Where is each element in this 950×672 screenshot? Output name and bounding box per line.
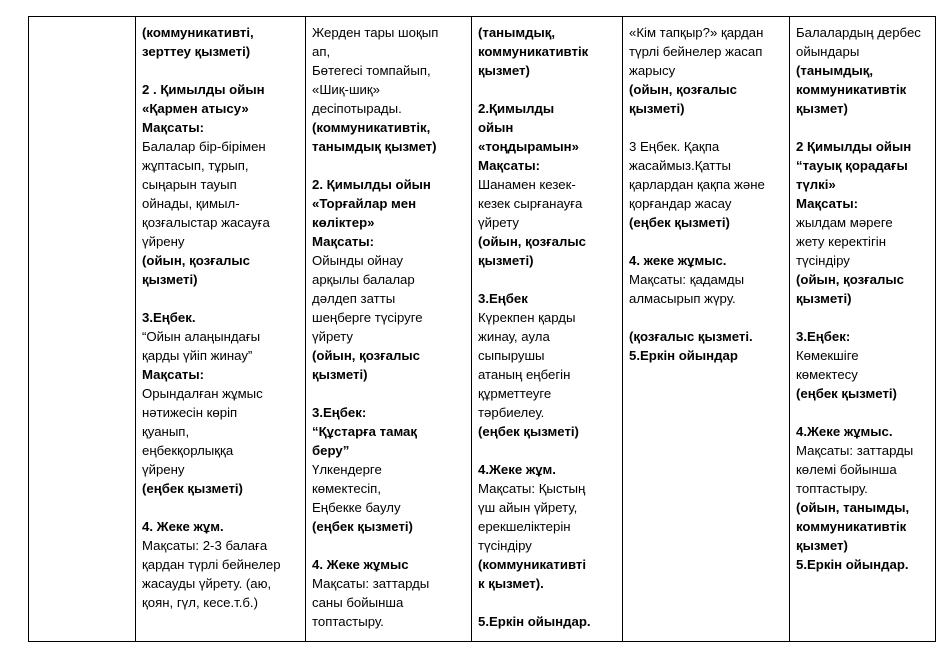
cell-line: коммуникативтік <box>478 44 589 59</box>
cell-line: (еңбек қызметі) <box>312 519 413 534</box>
cell-line: (ойын, қозғалыс <box>629 82 737 97</box>
cell-line: десіпотырады. <box>312 101 402 116</box>
cell-line: беру” <box>312 443 350 458</box>
cell-line: түсіндіру <box>478 538 532 553</box>
cell-line <box>796 118 931 137</box>
cell-line: қозғалыстар жасауға <box>142 215 270 230</box>
cell-line <box>478 270 618 289</box>
cell-line: (коммуникативті, <box>142 25 254 40</box>
cell-line: Балалардың дербес <box>796 25 921 40</box>
cell-line: (еңбек қызметі) <box>629 215 730 230</box>
cell-line <box>142 498 301 517</box>
cell-line: түрлі бейнелер жасап <box>629 44 763 59</box>
cell-line: 3.Еңбек. <box>142 310 196 325</box>
cell-line: үйрену <box>142 462 185 477</box>
cell-line: қызметі) <box>478 253 534 268</box>
cell-line: дәлдеп затты <box>312 291 396 306</box>
cell-line: Көмекшіге <box>796 348 859 363</box>
cell-line: 4. Жеке жұм. <box>142 519 224 534</box>
cell-line <box>312 536 467 555</box>
cell-line: 5.Еркін ойындар. <box>478 614 591 629</box>
cell-line: сыпырушы <box>478 348 545 363</box>
cell-line <box>312 384 467 403</box>
cell-line <box>478 593 618 612</box>
cell-line: Мақсаты: <box>142 120 205 135</box>
cell-line: қызметі) <box>629 101 685 116</box>
cell-line: Мақсаты: қадамды <box>629 272 745 287</box>
cell-line: (қозғалыс қызметі. <box>629 329 753 344</box>
cell-line: Мақсаты: Қыстың <box>478 481 586 496</box>
cell-line: үйрету <box>478 215 519 230</box>
table-column-2 <box>305 17 471 641</box>
cell-line: Шанамен кезек- <box>478 177 576 192</box>
cell-line: (танымдық, <box>796 63 874 78</box>
cell-line: түсіндіру <box>796 253 850 268</box>
cell-line <box>312 156 467 175</box>
table-column-0 <box>28 17 135 641</box>
cell-line <box>629 118 785 137</box>
cell-line: Мақсаты: <box>478 158 541 173</box>
cell-line: Орындалған жұмыс <box>142 386 263 401</box>
cell-line: зерттеу қызметі) <box>142 44 251 59</box>
cell-line: «Торғайлар мен <box>312 196 417 211</box>
cell-line <box>478 80 618 99</box>
cell-line: Мақсаты: <box>142 367 205 382</box>
cell-line <box>796 403 931 422</box>
cell-line: кезек сырғанауға <box>478 196 583 211</box>
plan-table <box>28 16 936 642</box>
cell-line: (ойын, қозғалыс <box>142 253 250 268</box>
cell-line: көмектесіп, <box>312 481 381 496</box>
cell-line: ойындары <box>796 44 860 59</box>
table-column-1 <box>135 17 305 641</box>
cell-line: 3.Еңбек: <box>312 405 367 420</box>
cell-line: қызмет) <box>478 63 530 78</box>
cell-line: “Құстарға тамақ <box>312 424 417 439</box>
cell-line: танымдық қызмет) <box>312 139 437 154</box>
cell-line: қызметі) <box>142 272 198 287</box>
cell-line: ап, <box>312 44 331 59</box>
cell-line: қызмет) <box>796 101 848 116</box>
cell-line: «Шиқ-шиқ» <box>312 82 380 97</box>
cell-line: 3.Еңбек: <box>796 329 851 344</box>
cell-line: 4.Жеке жұмыс. <box>796 424 893 439</box>
cell-line: қуанып, <box>142 424 190 439</box>
cell-line: Мақсаты: <box>796 196 859 211</box>
table-column-4 <box>622 17 789 641</box>
cell-line: 3 Еңбек. Қақпа <box>629 139 720 154</box>
cell-line: тәрбиелеу. <box>478 405 545 420</box>
cell-line: Мақсаты: заттарды <box>796 443 914 458</box>
cell-line: жұптасып, тұрып, <box>142 158 249 173</box>
cell-line: түлкі» <box>796 177 836 192</box>
cell-line: үйрету <box>312 329 353 344</box>
cell-line: сыңарын тауып <box>142 177 237 192</box>
cell-line: (танымдық, <box>478 25 556 40</box>
cell-line: ерекшеліктерін <box>478 519 571 534</box>
cell-line: көлемі бойынша <box>796 462 897 477</box>
cell-line: топтастыру. <box>312 614 384 629</box>
cell-line: қоян, гүл, кесе.т.б.) <box>142 595 258 610</box>
table-column-5 <box>789 17 936 641</box>
cell-line: саны бойынша <box>312 595 404 610</box>
cell-line <box>478 441 618 460</box>
cell-line: 5.Еркін ойындар. <box>796 557 909 572</box>
cell-line: «Қармен атысу» <box>142 101 249 116</box>
cell-line <box>142 289 301 308</box>
cell-line: қорғандар жасау <box>629 196 732 211</box>
cell-line: Мақсаты: заттарды <box>312 576 430 591</box>
cell-line: қызметі) <box>796 291 852 306</box>
cell-line: Бөтегесі томпайып, <box>312 63 431 78</box>
cell-line: Еңбекке баулу <box>312 500 401 515</box>
cell-line: арқылы балалар <box>312 272 415 287</box>
cell-line: жасауды үйрету. (аю, <box>142 576 272 591</box>
cell-line: 2.Қимылды <box>478 101 555 116</box>
cell-line: нәтижесін көріп <box>142 405 238 420</box>
table-column-3 <box>471 17 622 641</box>
cell-line: (ойын, қозғалыс <box>478 234 586 249</box>
cell-line: 2 Қимылды ойын <box>796 139 912 154</box>
cell-line: қардан түрлі бейнелер <box>142 557 281 572</box>
cell-line: үйрену <box>142 234 185 249</box>
cell-line: Балалар бір-бірімен <box>142 139 266 154</box>
cell-line: Мақсаты: <box>312 234 375 249</box>
cell-line: атаның еңбегін <box>478 367 571 382</box>
cell-line: ойнады, қимыл- <box>142 196 240 211</box>
cell-line: көмектесу <box>796 367 858 382</box>
cell-line: коммуникативтік <box>796 519 907 534</box>
cell-line: “тауық қорадағы <box>796 158 908 173</box>
cell-line: 5.Еркін ойындар <box>629 348 738 363</box>
cell-line: (еңбек қызметі) <box>796 386 897 401</box>
cell-line: Күрекпен қарды <box>478 310 576 325</box>
cell-line: қызмет) <box>796 538 848 553</box>
cell-line: «тоңдырамын» <box>478 139 579 154</box>
cell-line: коммуникативтік <box>796 82 907 97</box>
cell-line: Ойынды ойнау <box>312 253 403 268</box>
cell-line: (коммуникативті <box>478 557 586 572</box>
cell-line: қызметі) <box>312 367 368 382</box>
cell-line: 2 . Қимылды ойын <box>142 82 265 97</box>
cell-line: к қызмет). <box>478 576 544 591</box>
cell-line: (еңбек қызметі) <box>142 481 243 496</box>
cell-line <box>629 308 785 327</box>
cell-line: 4.Жеке жұм. <box>478 462 556 477</box>
cell-line: қарлардан қақпа және <box>629 177 765 192</box>
cell-line: ойын <box>478 120 514 135</box>
cell-line: алмасырып жүру. <box>629 291 736 306</box>
cell-line <box>142 61 301 80</box>
cell-line: жету керектігін <box>796 234 886 249</box>
cell-line: (коммуникативтік, <box>312 120 431 135</box>
cell-line: шеңберге түсіруге <box>312 310 423 325</box>
cell-line: жинау, аула <box>478 329 550 344</box>
cell-line: Үлкендерге <box>312 462 382 477</box>
cell-line: жарысу <box>629 63 676 78</box>
cell-line: Жерден тары шоқып <box>312 25 439 40</box>
cell-line <box>796 308 931 327</box>
cell-line: Мақсаты: 2-3 балаға <box>142 538 268 553</box>
cell-line: 4. Жеке жұмыс <box>312 557 409 572</box>
cell-line: (ойын, танымды, <box>796 500 910 515</box>
cell-line: (ойын, қозғалыс <box>796 272 904 287</box>
cell-line: жасаймыз.Қатты <box>629 158 731 173</box>
cell-line: (еңбек қызметі) <box>478 424 579 439</box>
cell-line: көліктер» <box>312 215 375 230</box>
cell-line <box>629 232 785 251</box>
cell-line: топтастыру. <box>796 481 868 496</box>
cell-line: үш айын үйрету, <box>478 500 578 515</box>
cell-line: құрметтеуге <box>478 386 552 401</box>
cell-line: жылдам мәреге <box>796 215 893 230</box>
cell-line: еңбекқорлыққа <box>142 443 234 458</box>
cell-line: «Кім тапқыр?» қардан <box>629 25 764 40</box>
cell-line: “Ойын алаңындағы <box>142 329 261 344</box>
cell-line: 2. Қимылды ойын <box>312 177 431 192</box>
cell-line: (ойын, қозғалыс <box>312 348 420 363</box>
cell-line: қарды үйіп жинау” <box>142 348 253 363</box>
cell-line: 4. жеке жұмыс. <box>629 253 727 268</box>
cell-line: 3.Еңбек <box>478 291 528 306</box>
